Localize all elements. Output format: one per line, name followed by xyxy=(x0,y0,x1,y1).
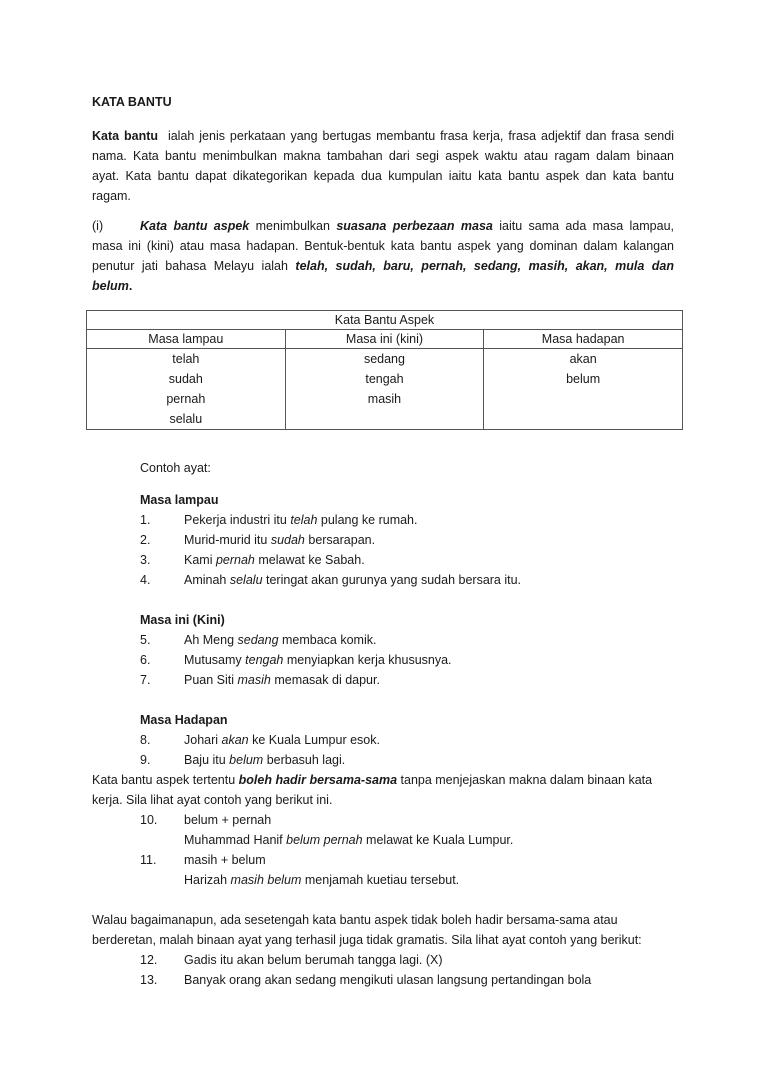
hadapan-heading: Masa Hadapan xyxy=(140,713,228,727)
example-num: 7. xyxy=(140,673,151,687)
table-item: masih xyxy=(367,392,402,406)
example-num: 6. xyxy=(140,653,151,667)
example-num: 11. xyxy=(140,853,157,867)
example-sentence: Aminah selalu teringat akan gurunya yang sudah bersara itu. xyxy=(184,573,522,587)
combo-pattern: masih + belum xyxy=(184,853,266,867)
section-line-4: belum. xyxy=(92,279,133,293)
intro-line-3: ayat. Kata bantu dapat dikategorikan kepada dua kumpulan iaitu kata bantu aspek dan kata bantu xyxy=(92,169,674,183)
example-num: 1. xyxy=(140,513,151,527)
table-title: Kata Bantu Aspek xyxy=(87,311,683,330)
intro-line-1: Kata bantu ialah jenis perkataan yang bertugas membantu frasa kerja, frasa adjektif dan frasa sendi xyxy=(92,129,674,143)
example-sentence: Ah Meng sedang membaca komik. xyxy=(184,633,377,647)
combo-pattern: belum + pernah xyxy=(184,813,272,827)
section-line-1: Kata bantu aspek menimbulkan suasana perbezaan masa iaitu sama ada masa lampau, xyxy=(140,219,674,233)
kini-heading: Masa ini (Kini) xyxy=(140,613,225,627)
aspect-table xyxy=(86,310,683,430)
example-sentence: Johari akan ke Kuala Lumpur esok. xyxy=(184,733,380,747)
table-item: akan xyxy=(569,352,597,366)
example-sentence: Harizah masih belum menjamah kuetiau tersebut. xyxy=(184,873,460,887)
exception-line-1: Walau bagaimanapun, ada sesetengah kata bantu aspek tidak boleh hadir bersama-sama atau xyxy=(92,913,618,927)
combo-line-2: kerja. Sila lihat ayat contoh yang berikut ini. xyxy=(92,793,333,807)
example-sentence: Gadis itu akan belum berumah tangga lagi. (X) xyxy=(184,953,443,967)
example-num: 2. xyxy=(140,533,151,547)
example-num: 4. xyxy=(140,573,151,587)
table-item: selalu xyxy=(169,412,203,426)
examples-label: Contoh ayat: xyxy=(140,461,211,475)
column-header-kini: Masa ini (kini) xyxy=(285,330,484,349)
table-item: telah xyxy=(172,352,200,366)
example-num: 12. xyxy=(140,953,158,967)
column-header-lampau: Masa lampau xyxy=(87,330,286,349)
example-sentence: Banyak orang akan sedang mengikuti ulasan langsung pertandingan bola xyxy=(184,973,592,987)
table-item: tengah xyxy=(365,372,404,386)
example-num: 10. xyxy=(140,813,158,827)
table-item: sudah xyxy=(168,372,203,386)
column-cell-hadapan xyxy=(484,349,683,430)
table-item: sedang xyxy=(363,352,405,366)
example-sentence: Mutusamy tengah menyiapkan kerja khususnya. xyxy=(184,653,452,667)
section-line-2: masa ini (kini) atau masa hadapan. Bentuk-bentuk kata bantu aspek yang dominan dalam kalangan xyxy=(92,239,674,253)
section-label: (i) xyxy=(92,219,104,233)
example-num: 5. xyxy=(140,633,151,647)
example-num: 9. xyxy=(140,753,151,767)
intro-line-2: nama. Kata bantu menimbulkan makna tambahan dari segi aspek waktu atau ragam dalam binaan xyxy=(92,149,674,163)
example-num: 3. xyxy=(140,553,151,567)
column-cell-kini xyxy=(285,349,484,430)
example-num: 8. xyxy=(140,733,151,747)
example-sentence: Pekerja industri itu telah pulang ke rumah. xyxy=(184,513,418,527)
example-sentence: Muhammad Hanif belum pernah melawat ke Kuala Lumpur. xyxy=(184,833,514,847)
page-title: KATA BANTU xyxy=(92,95,172,109)
example-sentence: Murid-murid itu sudah bersarapan. xyxy=(184,533,376,547)
example-sentence: Puan Siti masih memasak di dapur. xyxy=(184,673,380,687)
example-num: 13. xyxy=(140,973,158,987)
table-item: belum xyxy=(566,372,601,386)
example-sentence: Kami pernah melawat ke Sabah. xyxy=(184,553,365,567)
combo-line-1: Kata bantu aspek tertentu boleh hadir bersama-sama tanpa menjejaskan makna dalam binaan kata xyxy=(92,773,653,787)
section-line-3: penutur jati bahasa Melayu ialah telah, sudah, baru, pernah, sedang, masih, akan, mula dan xyxy=(92,259,674,273)
column-header-hadapan: Masa hadapan xyxy=(484,330,683,349)
exception-line-2: berderetan, malah binaan ayat yang terhasil juga tidak gramatis. Sila lihat ayat contoh yang berikut: xyxy=(92,933,642,947)
table-item: pernah xyxy=(166,392,206,406)
column-cell-lampau xyxy=(87,349,286,430)
example-sentence: Baju itu belum berbasuh lagi. xyxy=(184,753,346,767)
intro-line-4: ragam. xyxy=(92,189,131,203)
lampau-heading: Masa lampau xyxy=(140,493,219,507)
